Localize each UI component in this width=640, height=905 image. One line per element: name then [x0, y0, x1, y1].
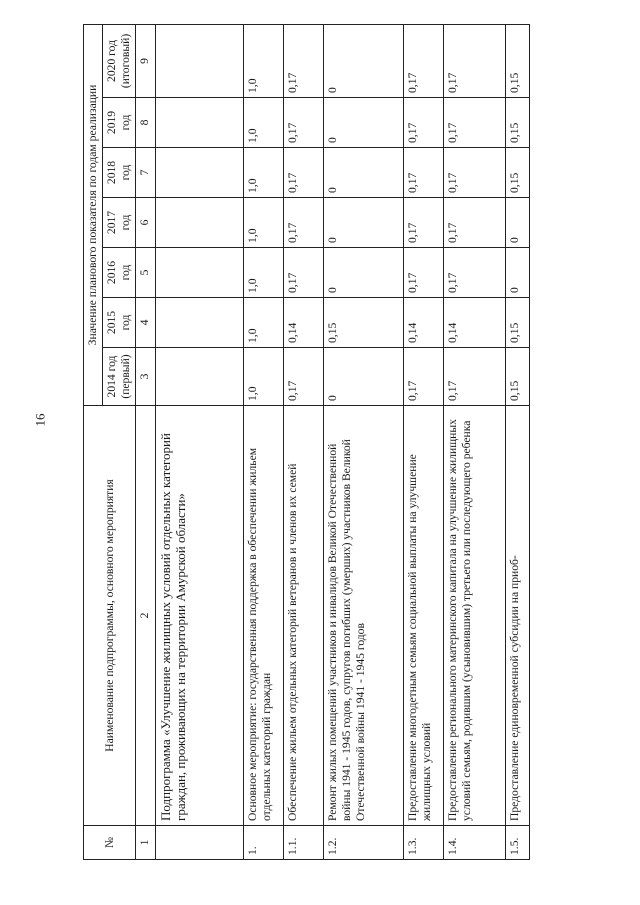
- row-value: 1,0: [243, 248, 283, 298]
- row-value: 0: [323, 148, 403, 198]
- index-cell: 3: [136, 348, 155, 406]
- row-value: 0: [505, 248, 529, 298]
- row-value: 1,0: [243, 24, 283, 97]
- row-value: 0,17: [443, 148, 505, 198]
- table-row: [155, 24, 243, 859]
- row-value: 1,0: [243, 98, 283, 148]
- row-value: 0,17: [403, 148, 443, 198]
- row-value: 0,17: [283, 148, 323, 198]
- row-value: 0,17: [403, 248, 443, 298]
- row-value: 0: [323, 24, 403, 97]
- header-num: №: [84, 826, 136, 860]
- header-year: 2015 год: [103, 298, 136, 348]
- header-year: 2017 год: [103, 198, 136, 248]
- row-name: Предоставление многодетным семьям социальной выплаты на улучшение жилищных условий: [403, 406, 443, 826]
- table-row: [443, 24, 505, 859]
- row-value: 0,17: [403, 198, 443, 248]
- row-value: 1,0: [243, 198, 283, 248]
- row-name: Обеспечение жильем отдельных категорий ветеранов и членов их семей: [283, 406, 323, 826]
- index-cell: 9: [136, 24, 155, 97]
- row-value: 0,14: [443, 298, 505, 348]
- row-value: [155, 198, 243, 248]
- row-value: 0,17: [443, 24, 505, 97]
- row-num: 1.2.: [323, 826, 403, 860]
- row-value: 0,14: [283, 298, 323, 348]
- row-name: Ремонт жилых помещений участников и инвалидов Великой Отечественной войны 1941 - 1945 годов, супругов погибших (умерших) участников Великой Отечественной войны 1941 - 1945 годов: [323, 406, 403, 826]
- index-cell: 4: [136, 298, 155, 348]
- row-value: 0,15: [505, 24, 529, 97]
- row-value: 0: [323, 198, 403, 248]
- row-value: 0,15: [505, 348, 529, 406]
- row-value: 0,17: [403, 348, 443, 406]
- table-row: [243, 24, 283, 859]
- header-year: 2020 год (итоговый): [103, 24, 136, 97]
- row-value: [155, 298, 243, 348]
- row-value: 0,14: [403, 298, 443, 348]
- row-value: 1,0: [243, 348, 283, 406]
- row-value: 0: [323, 98, 403, 148]
- header-year: 2016 год: [103, 248, 136, 298]
- row-value: [155, 98, 243, 148]
- indicators-table: [83, 24, 530, 860]
- table-row: [505, 24, 529, 859]
- table-row: [403, 24, 443, 859]
- row-value: 0,17: [283, 348, 323, 406]
- row-name: Предоставление регионального материнского капитала на улучшение жилищных условий семьям, родившим (усыновившим) третьего или последующего ребенка: [443, 406, 505, 826]
- row-value: 0,17: [443, 248, 505, 298]
- row-num: 1.3.: [403, 826, 443, 860]
- row-value: [155, 248, 243, 298]
- header-values: Значение планового показателя по годам реализации: [84, 24, 103, 405]
- row-num: 1.5.: [505, 826, 529, 860]
- row-num: 1.: [243, 826, 283, 860]
- row-value: 0,17: [283, 98, 323, 148]
- row-value: 0,17: [283, 248, 323, 298]
- row-name: Подпрограмма «Улучшение жилищных условий отдельных категорий граждан, проживающих на территории Амурской области»: [155, 406, 243, 826]
- row-value: 0,17: [403, 98, 443, 148]
- row-value: 0,17: [283, 24, 323, 97]
- row-value: 0,15: [323, 298, 403, 348]
- row-value: 0,17: [443, 348, 505, 406]
- row-name: Предоставление единовременной субсидии на приоб-: [505, 406, 529, 826]
- row-num: [155, 826, 243, 860]
- row-value: [155, 348, 243, 406]
- index-cell: 2: [136, 406, 155, 826]
- table-row: [323, 24, 403, 859]
- row-value: 0: [323, 248, 403, 298]
- row-value: [155, 148, 243, 198]
- row-value: 1,0: [243, 148, 283, 198]
- header-year: 2018 год: [103, 148, 136, 198]
- row-value: 0,17: [443, 98, 505, 148]
- index-cell: 1: [136, 826, 155, 860]
- row-value: 0,15: [505, 98, 529, 148]
- row-value: [155, 24, 243, 97]
- page-number: 16: [32, 413, 48, 427]
- table-row: [283, 24, 323, 859]
- row-value: 0: [323, 348, 403, 406]
- index-cell: 8: [136, 98, 155, 148]
- row-num: 1.1.: [283, 826, 323, 860]
- row-value: 0,17: [443, 198, 505, 248]
- row-value: 0,17: [283, 198, 323, 248]
- row-value: 0: [505, 198, 529, 248]
- row-name: Основное мероприятие: государственная поддержка в обеспечении жильем отдельных категорий граждан: [243, 406, 283, 826]
- header-name: Наименование подпрограммы, основного мероприятия: [84, 406, 136, 826]
- row-num: 1.4.: [443, 826, 505, 860]
- header-year: 2019 год: [103, 98, 136, 148]
- row-value: 0,17: [403, 24, 443, 97]
- row-value: 0,15: [505, 148, 529, 198]
- index-cell: 5: [136, 248, 155, 298]
- header-year: 2014 год (первый): [103, 348, 136, 406]
- index-cell: 7: [136, 148, 155, 198]
- index-cell: 6: [136, 198, 155, 248]
- rotated-table-wrapper: [83, 25, 567, 860]
- row-value: 1,0: [243, 298, 283, 348]
- row-value: 0,15: [505, 298, 529, 348]
